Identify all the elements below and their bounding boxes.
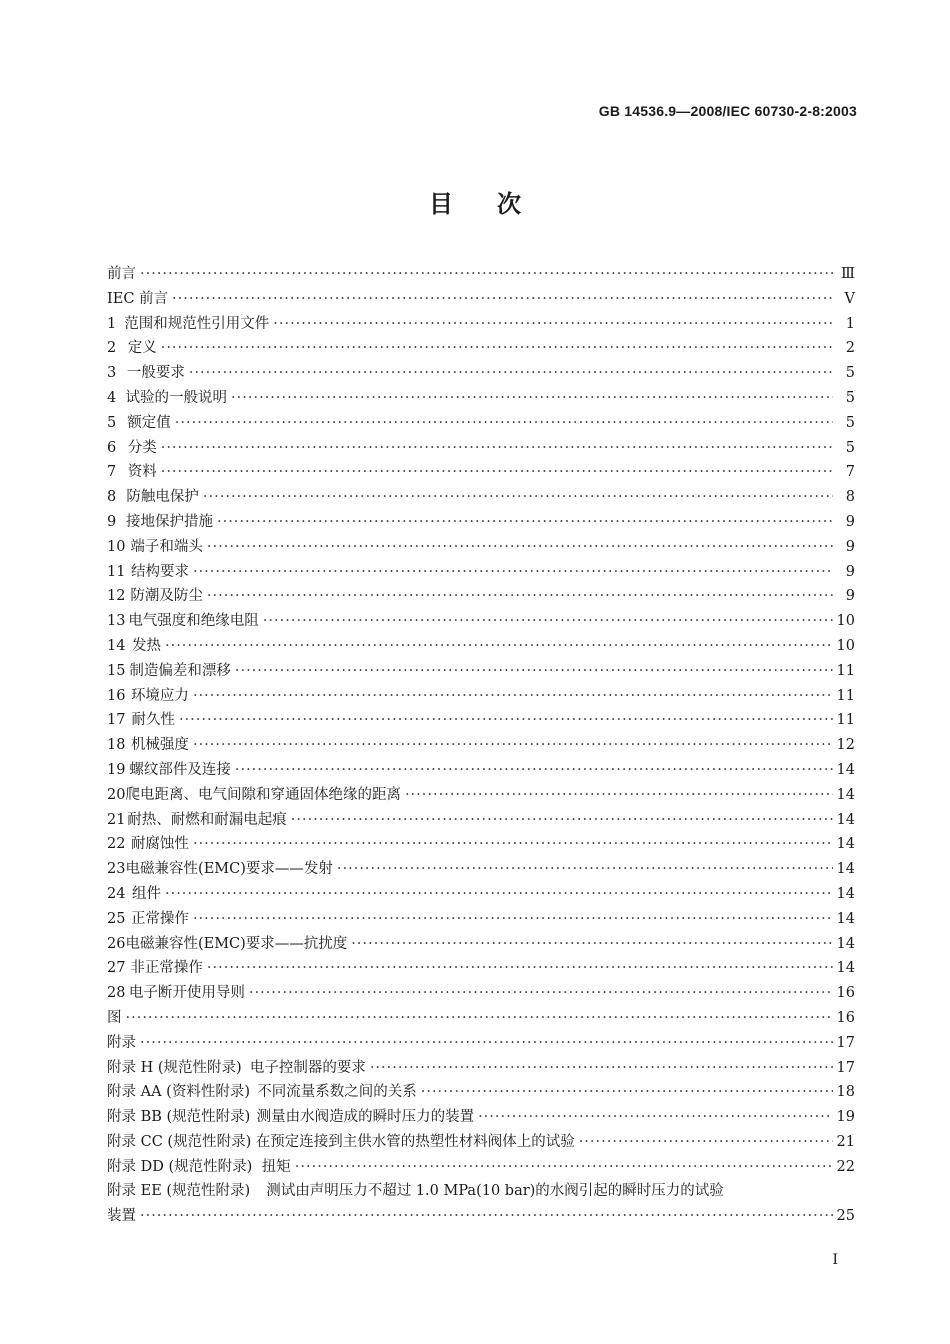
- toc-entry-label: 正常操作: [130, 910, 189, 927]
- leader-dots: [165, 886, 833, 902]
- toc-entry[interactable]: [107, 312, 855, 337]
- leader-dots: [175, 415, 833, 431]
- toc-entry[interactable]: [107, 584, 855, 609]
- toc-entry[interactable]: [107, 956, 855, 981]
- leader-dots: [140, 1208, 833, 1224]
- toc-entry-number: 19: [107, 761, 126, 778]
- toc-page-number: 14: [836, 811, 855, 828]
- toc-entry-title-continued: 装置: [107, 1208, 136, 1225]
- toc-entry-number: 28: [107, 985, 126, 1002]
- toc-entry-label: 额定值: [127, 414, 171, 431]
- toc-entry-label: 附录 H (规范性附录): [107, 1059, 242, 1076]
- toc-entry[interactable]: [107, 609, 855, 634]
- toc-entry[interactable]: [107, 287, 855, 312]
- leader-dots: [126, 1010, 833, 1026]
- toc-page-number: 5: [845, 414, 855, 431]
- toc-entry[interactable]: [107, 659, 855, 684]
- toc-entry[interactable]: [107, 857, 855, 882]
- toc-entry-label: 非正常操作: [130, 960, 203, 977]
- toc-entry-number: 12: [107, 588, 126, 605]
- toc-entry-label: 防触电保护: [126, 489, 199, 506]
- toc-entry-number: 10: [107, 538, 126, 555]
- toc-page-number: 22: [836, 1158, 855, 1175]
- toc-entry-label: 环境应力: [130, 687, 189, 704]
- toc-entry-title: 不同流量系数之间的关系: [257, 1084, 417, 1101]
- leader-dots: [421, 1084, 833, 1100]
- toc-entry-number: 25: [107, 910, 126, 927]
- toc-entry-number: 14: [107, 637, 126, 654]
- toc-entry-number: 16: [107, 687, 126, 704]
- toc-entry-label: 端子和端头: [130, 538, 203, 555]
- toc-entry-label: 制造偏差和漂移: [129, 662, 231, 679]
- toc-entry-number: 2: [107, 340, 117, 357]
- toc-entry-label: 发热: [131, 637, 161, 654]
- page-number: I: [832, 1252, 838, 1268]
- toc-entry-number: 3: [107, 365, 117, 382]
- toc-entry[interactable]: [107, 460, 855, 485]
- toc-entry[interactable]: [107, 510, 855, 535]
- leader-dots: [179, 712, 833, 728]
- toc-entry[interactable]: [107, 485, 855, 510]
- toc-entry[interactable]: [107, 634, 855, 659]
- leader-dots: [351, 936, 832, 952]
- toc-page-number: 14: [836, 910, 855, 927]
- toc-entry-number: 26: [107, 935, 126, 952]
- toc-entry-title: 扭矩: [261, 1158, 291, 1175]
- toc-entry-title: 电子控制器的要求: [249, 1059, 366, 1076]
- toc-entry-label: 电磁兼容性(EMC)要求——发射: [125, 861, 333, 878]
- toc-entry-label: 一般要求: [126, 365, 185, 382]
- toc-entry-label: 电气强度和绝缘电阻: [128, 613, 259, 630]
- toc-entry[interactable]: [107, 361, 855, 386]
- toc-entry-label: 爬电距离、电气间隙和穿通固体绝缘的距离: [125, 786, 401, 803]
- leader-dots: [217, 514, 833, 530]
- toc-entry[interactable]: [107, 262, 855, 287]
- toc-entry-title: 测量由水阀造成的瞬时压力的装置: [256, 1109, 475, 1126]
- toc-page-number: 16: [836, 1009, 855, 1026]
- toc-page-number: 5: [845, 389, 855, 406]
- toc-entry-number: 4: [107, 389, 117, 406]
- toc-entry[interactable]: [107, 386, 855, 411]
- toc-entry-label: 耐腐蚀性: [130, 836, 189, 853]
- toc-entry-number: 27: [107, 960, 126, 977]
- toc-entry-number: 24: [107, 885, 126, 902]
- toc-page-number: 2: [845, 340, 855, 357]
- toc-entry[interactable]: [107, 535, 855, 560]
- toc-page-number: 17: [836, 1059, 855, 1076]
- toc-entry-annex-ee[interactable]: [107, 1179, 855, 1204]
- toc-entry[interactable]: [107, 758, 855, 783]
- leader-dots: [263, 613, 833, 629]
- toc-entry[interactable]: [107, 1031, 855, 1056]
- toc-page-number: 9: [845, 513, 855, 530]
- toc-entry[interactable]: [107, 1006, 855, 1031]
- toc-entry-label: 螺纹部件及连接: [129, 761, 231, 778]
- table-of-contents: [107, 262, 855, 1229]
- toc-entry[interactable]: [107, 1056, 855, 1081]
- toc-entry-label: 定义: [127, 340, 157, 357]
- toc-entry[interactable]: [107, 981, 855, 1006]
- toc-page-number: 12: [836, 737, 855, 754]
- leader-dots: [579, 1134, 833, 1150]
- toc-entry-label: 电磁兼容性(EMC)要求——抗扰度: [125, 935, 348, 952]
- toc-entry-label: 结构要求: [130, 563, 189, 580]
- toc-entry-number: 17: [107, 712, 126, 729]
- toc-entry-label: IEC 前言: [107, 290, 169, 307]
- toc-entry-number: 13: [107, 613, 126, 630]
- leader-dots: [161, 440, 833, 456]
- page-title: 目次: [429, 189, 565, 218]
- toc-page-number: 17: [836, 1034, 855, 1051]
- toc-entry-number: 6: [107, 439, 117, 456]
- toc-entry-number: 20: [107, 786, 126, 803]
- leader-dots: [291, 812, 833, 828]
- toc-page-number: 11: [836, 712, 855, 729]
- leader-dots: [203, 489, 833, 505]
- toc-page-number: Ⅲ: [841, 266, 855, 282]
- toc-page-number: 5: [845, 365, 855, 382]
- leader-dots: [172, 291, 833, 307]
- toc-page-number: 14: [836, 960, 855, 977]
- leader-dots: [295, 1159, 833, 1175]
- leader-dots: [161, 464, 833, 480]
- toc-entry-number: 18: [107, 737, 126, 754]
- leader-dots: [193, 836, 833, 852]
- toc-page-number: 25: [836, 1208, 855, 1225]
- toc-page-number: 1: [845, 315, 855, 332]
- toc-page-number: 18: [836, 1084, 855, 1101]
- toc-page-number: 19: [836, 1109, 855, 1126]
- toc-page-number: 14: [836, 836, 855, 853]
- toc-entry[interactable]: [107, 684, 855, 709]
- toc-entry-number: 15: [107, 662, 126, 679]
- toc-page-number: 14: [836, 935, 855, 952]
- toc-entry-label: 机械强度: [130, 737, 189, 754]
- toc-page-number: V: [844, 290, 855, 307]
- leader-dots: [189, 365, 833, 381]
- toc-entry-label: 附录 AA (资料性附录): [107, 1084, 250, 1101]
- toc-entry-label: 附录: [107, 1034, 136, 1051]
- toc-entry[interactable]: [107, 560, 855, 585]
- toc-page-number: 5: [845, 439, 855, 456]
- toc-page-number: 14: [836, 885, 855, 902]
- toc-entry-label: 资料: [127, 464, 157, 481]
- leader-dots: [370, 1060, 833, 1076]
- toc-entry[interactable]: [107, 1080, 855, 1105]
- toc-page-number: 11: [836, 687, 855, 704]
- toc-entry-label: 电子断开使用导则: [128, 985, 245, 1002]
- toc-entry-number: 5: [107, 414, 117, 431]
- toc-page-number: 14: [836, 761, 855, 778]
- toc-entry-label: 前言: [107, 266, 136, 282]
- leader-dots: [207, 960, 833, 976]
- toc-page-number: 14: [836, 861, 855, 878]
- leader-dots: [337, 861, 833, 877]
- toc-entry-number: 7: [107, 464, 117, 481]
- toc-entry-number: 23: [107, 861, 126, 878]
- toc-entry[interactable]: [107, 1105, 855, 1130]
- leader-dots: [193, 737, 833, 753]
- toc-page-number: 7: [845, 464, 855, 481]
- leader-dots: [478, 1109, 832, 1125]
- toc-page-number: 10: [836, 613, 855, 630]
- toc-entry-number: 22: [107, 836, 126, 853]
- toc-page-number: 9: [845, 588, 855, 605]
- toc-entry[interactable]: [107, 733, 855, 758]
- leader-dots: [231, 390, 833, 406]
- toc-entry-label: 附录 BB (规范性附录): [107, 1109, 251, 1126]
- toc-entry-label: 附录 CC (规范性附录): [107, 1133, 252, 1150]
- leader-dots: [249, 985, 833, 1001]
- leader-dots: [235, 762, 833, 778]
- toc-entry-number: 9: [107, 513, 117, 530]
- standard-code-header: GB 14536.9—2008/IEC 60730-2-8:2003: [598, 103, 857, 119]
- toc-page-number: 11: [836, 662, 855, 679]
- leader-dots: [405, 787, 833, 803]
- toc-entry-label: 分类: [127, 439, 157, 456]
- toc-entry[interactable]: [107, 783, 855, 808]
- toc-entry-label: 附录 EE (规范性附录): [107, 1183, 251, 1200]
- toc-entry-label: 组件: [131, 885, 161, 902]
- toc-page-number: 8: [845, 489, 855, 506]
- toc-entry[interactable]: [107, 882, 855, 907]
- toc-entry-number: 8: [107, 489, 117, 506]
- toc-entry-label: 附录 DD (规范性附录): [107, 1158, 253, 1175]
- toc-entry-label: 耐热、耐燃和耐漏电起痕: [127, 811, 287, 828]
- toc-entry-number: 21: [107, 811, 126, 828]
- toc-entry[interactable]: [107, 832, 855, 857]
- toc-page-number: 16: [836, 985, 855, 1002]
- leader-dots: [193, 911, 833, 927]
- toc-entry-title: 在预定连接到主供水管的热塑性材料阀体上的试验: [255, 1133, 575, 1150]
- toc-entry-annex-ee-continued[interactable]: [107, 1204, 855, 1229]
- toc-entry[interactable]: [107, 1155, 855, 1180]
- toc-entry[interactable]: [107, 336, 855, 361]
- toc-entry-label: 防潮及防尘: [130, 588, 203, 605]
- toc-entry[interactable]: [107, 1130, 855, 1155]
- toc-entry[interactable]: [107, 436, 855, 461]
- toc-page-number: 9: [845, 538, 855, 555]
- toc-page-number: 14: [836, 786, 855, 803]
- leader-dots: [161, 340, 833, 356]
- toc-entry-number: 11: [107, 563, 126, 580]
- toc-entry-title: 测试由声明压力不超过 1.0 MPa(10 bar)的水阀引起的瞬时压力的试验: [266, 1183, 724, 1200]
- toc-page-number: 10: [836, 637, 855, 654]
- toc-page-number: 9: [845, 563, 855, 580]
- toc-entry[interactable]: [107, 932, 855, 957]
- leader-dots: [235, 663, 833, 679]
- toc-entry[interactable]: [107, 907, 855, 932]
- leader-dots: [207, 539, 833, 555]
- toc-entry[interactable]: [107, 808, 855, 833]
- leader-dots: [140, 266, 833, 282]
- leader-dots: [165, 638, 833, 654]
- leader-dots: [193, 564, 833, 580]
- toc-entry-label: 耐久性: [131, 712, 175, 729]
- toc-entry-label: 试验的一般说明: [125, 389, 228, 406]
- toc-page-number: 21: [836, 1133, 855, 1150]
- toc-entry[interactable]: [107, 411, 855, 436]
- leader-dots: [273, 316, 833, 332]
- leader-dots: [193, 688, 833, 704]
- toc-entry-label: 图: [107, 1009, 122, 1026]
- leader-dots: [140, 1035, 833, 1051]
- toc-entry-label: 范围和规范性引用文件: [124, 315, 270, 332]
- toc-entry-number: 1: [107, 315, 117, 332]
- toc-entry[interactable]: [107, 708, 855, 733]
- toc-entry-label: 接地保护措施: [125, 513, 213, 530]
- leader-dots: [207, 588, 833, 604]
